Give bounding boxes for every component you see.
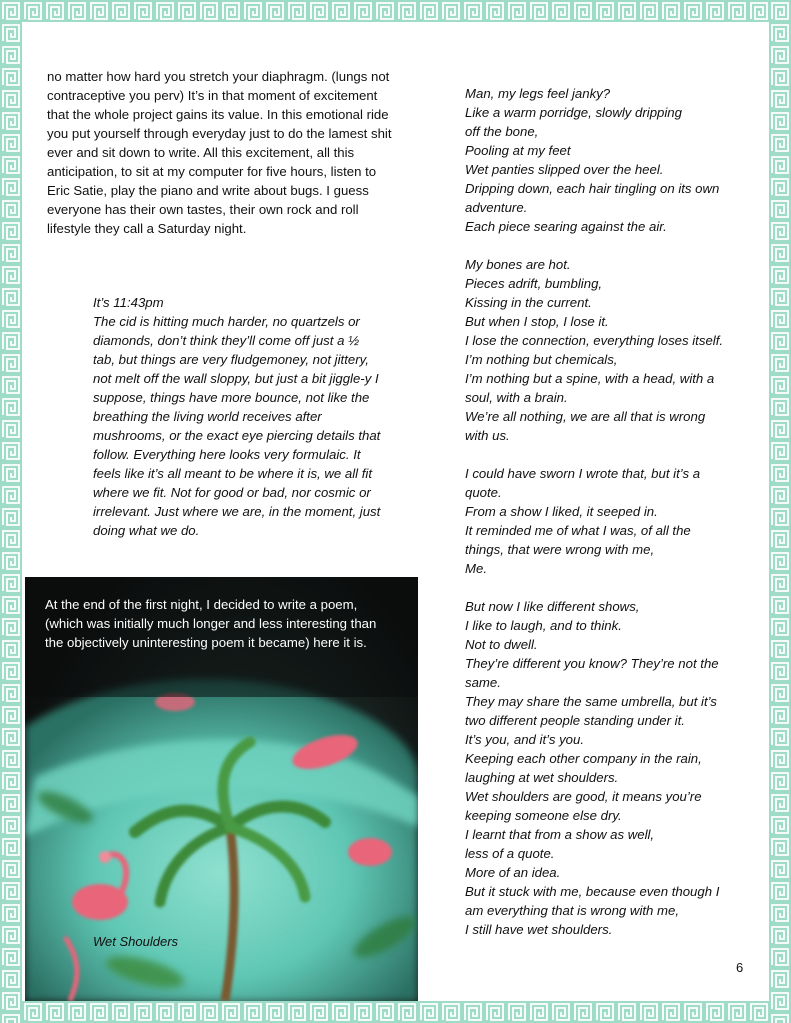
- poem-line: I learnt that from a show as well,: [465, 827, 655, 842]
- poem-line: They may share the same umbrella, but it’s: [465, 694, 717, 709]
- poem-line: things, that were wrong with me,: [465, 542, 655, 557]
- poem-stanza: [465, 255, 750, 445]
- poem-line: two different people standing under it.: [465, 713, 685, 728]
- poem-line: am everything that is wrong with me,: [465, 903, 680, 918]
- poem-line: But when I stop, I lose it.: [465, 314, 609, 329]
- poem-line: I’m nothing but a spine, with a head, with a: [465, 371, 715, 386]
- poem-line: It reminded me of what I was, of all the: [465, 523, 691, 538]
- poem-line: keeping someone else dry.: [465, 808, 622, 823]
- greek-key-border-bottom: [0, 1001, 791, 1023]
- poem-line: laughing at wet shoulders.: [465, 770, 619, 785]
- poem-line: It’s you, and it’s you.: [465, 732, 585, 747]
- poem-stanza: [465, 84, 750, 236]
- poem-stanza: [465, 464, 750, 578]
- journal-time: It’s 11:43pm: [93, 295, 164, 310]
- poem-line: Like a warm porridge, slowly dripping: [465, 105, 682, 120]
- hawaiian-shirt-photo: [25, 577, 418, 1001]
- poem-line: same.: [465, 675, 501, 690]
- poem-line: Wet shoulders are good, it means you’re: [465, 789, 702, 804]
- poem-line: with us.: [465, 428, 510, 443]
- greek-key-border-left: [0, 0, 22, 1023]
- poem-line: Pieces adrift, bumbling,: [465, 276, 603, 291]
- poem-line: We’re all nothing, we are all that is wrong: [465, 409, 706, 424]
- poem-line: Dripping down, each hair tingling on its own: [465, 181, 720, 196]
- poem-line: Not to dwell.: [465, 637, 538, 652]
- poem-line: I could have sworn I wrote that, but it’s a: [465, 466, 701, 481]
- poem-line: My bones are hot.: [465, 257, 571, 272]
- poem-title: Wet Shoulders: [93, 934, 179, 949]
- poem-line: Keeping each other company in the rain,: [465, 751, 702, 766]
- journal-entry: [93, 293, 383, 540]
- page-number: 6: [736, 960, 744, 975]
- poem-line: off the bone,: [465, 124, 539, 139]
- poem-line: More of an idea.: [465, 865, 561, 880]
- poem-line: quote.: [465, 485, 502, 500]
- poem-body: [465, 84, 750, 958]
- poem-line: Pooling at my feet: [465, 143, 571, 158]
- poem-line: I lose the connection, everything loses itself.: [465, 333, 724, 348]
- poem-line: Wet panties slipped over the heel.: [465, 162, 664, 177]
- intro-paragraph: no matter how hard you stretch your diaphragm. (lungs not contraceptive you perv) It’s in that moment of excitement that the whole project gains its value. In this emotional ride you put yourself through everyday just to do the lamest shit ever and sit down to write. All this excitement, all this anticipation, to sit at my computer for five hours, listen to Eric Satie, play the piano and write about bugs. I guess everyone has their own tastes, their own rock and roll lifestyle they call a Saturday night.: [47, 69, 392, 236]
- poem-line: Me.: [465, 561, 487, 576]
- poem-line: Each piece searing against the air.: [465, 219, 667, 234]
- poem-line: Kissing in the current.: [465, 295, 592, 310]
- poem-line: I’m nothing but chemicals,: [465, 352, 618, 367]
- poem-line: less of a quote.: [465, 846, 555, 861]
- photo-caption: At the end of the first night, I decided to write a poem, (which was initially much longer and less interesting than the objectively uninteresting poem it became) here it is.: [45, 597, 377, 650]
- greek-key-border-right: [769, 0, 791, 1023]
- poem-line: adventure.: [465, 200, 528, 215]
- poem-line: I like to laugh, and to think.: [465, 618, 622, 633]
- poem-line: They’re different you know? They’re not the: [465, 656, 719, 671]
- poem-line: But it stuck with me, because even though I: [465, 884, 720, 899]
- poem-line: But now I like different shows,: [465, 599, 640, 614]
- poem-stanza: [465, 597, 750, 939]
- poem-line: Man, my legs feel janky?: [465, 86, 611, 101]
- journal-body: The cid is hitting much harder, no quartzels or diamonds, don’t think they’ll come off just a ½ tab, but things are very fludgemoney, not jittery, not melt off the wall sloppy, but just a bit jiggle-y I suppose, things have more bounce, not like the breathing the living world receives after mushrooms, or the exact eye piercing details that follow. Everything here looks very formulaic. It feels like it’s all meant to be where it is, we all fit where we fit. Not for good or bad, nor cosmic or irrelevant. Just where we are, in the moment, just doing what we do.: [93, 314, 381, 538]
- poem-line: soul, with a brain.: [465, 390, 568, 405]
- poem-line: From a show I liked, it seeped in.: [465, 504, 658, 519]
- greek-key-border-top: [0, 0, 791, 22]
- poem-line: I still have wet shoulders.: [465, 922, 613, 937]
